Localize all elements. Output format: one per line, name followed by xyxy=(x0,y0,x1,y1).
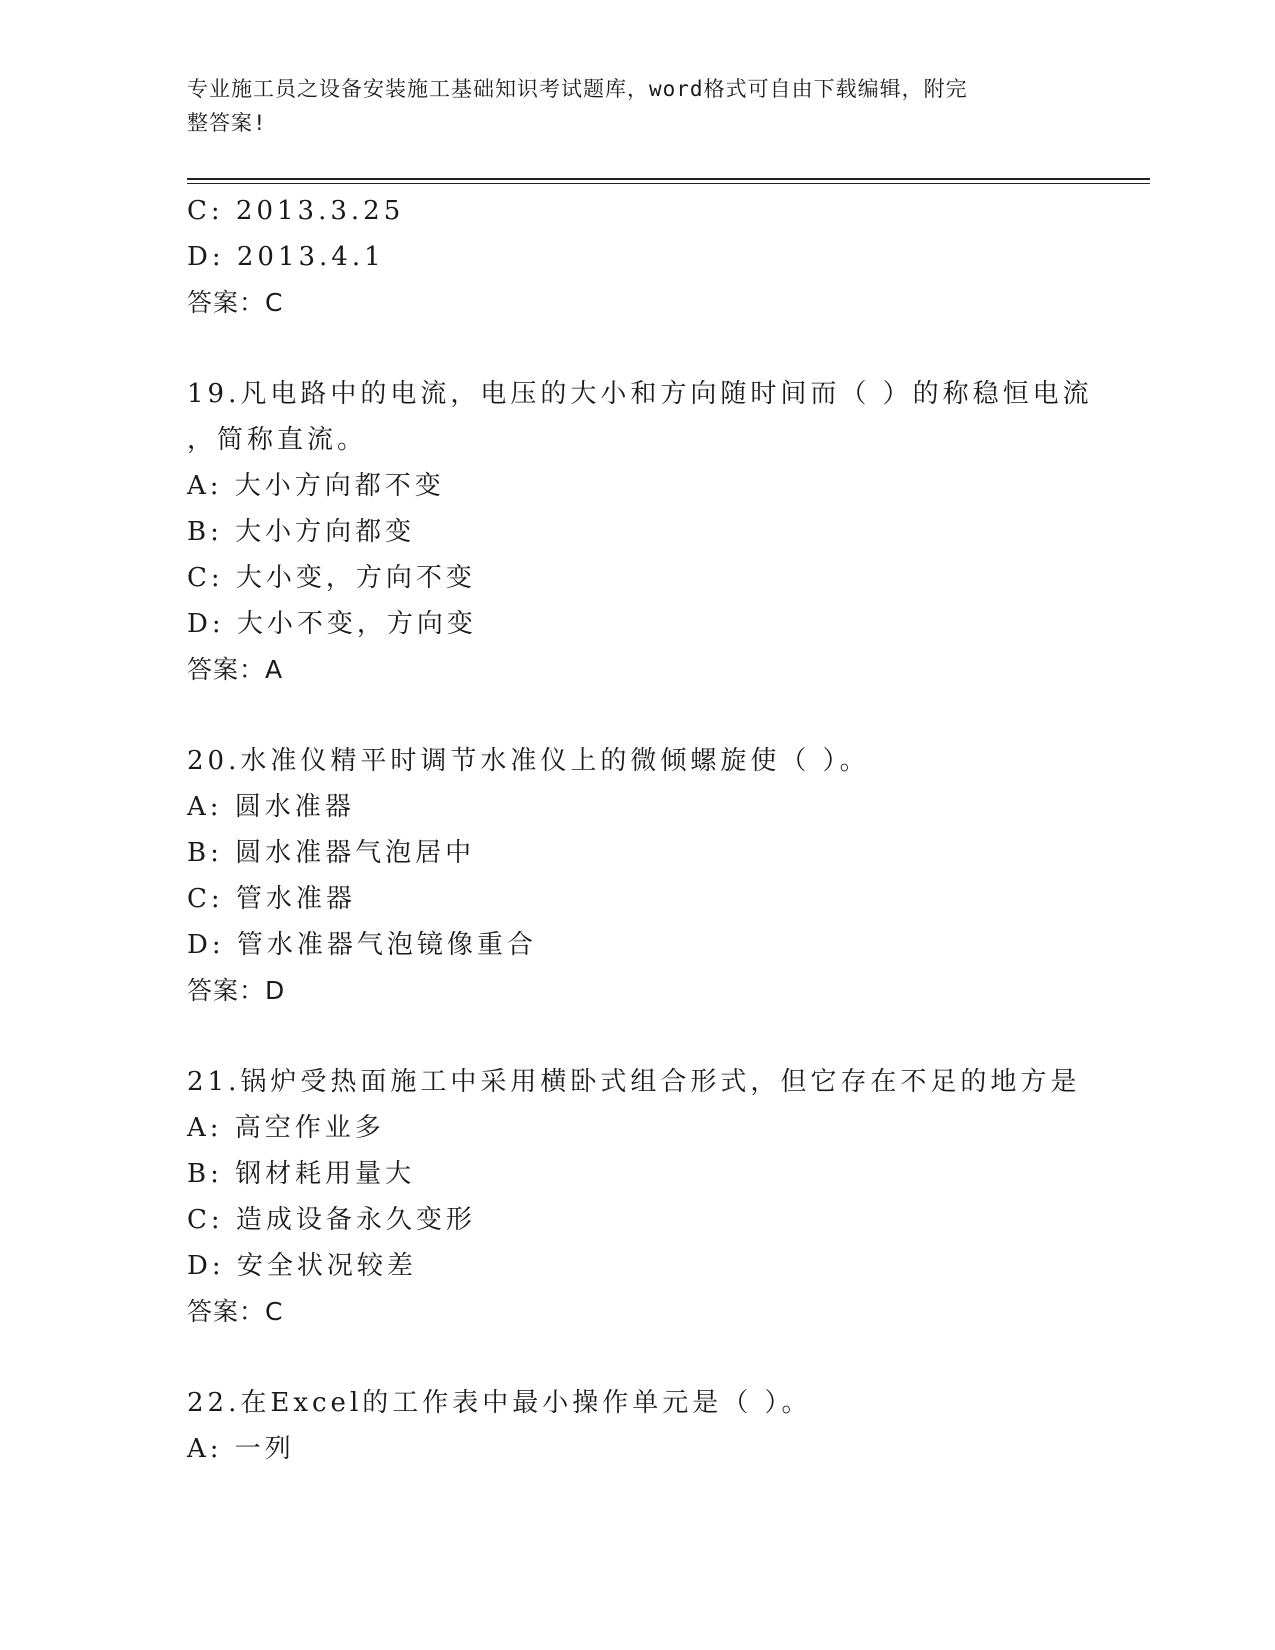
header-divider-thin xyxy=(187,183,1150,184)
option-b: B: 大小方向都变 xyxy=(187,517,416,547)
question-19 xyxy=(187,371,1093,693)
option-c: C: 大小变，方向不变 xyxy=(187,563,476,593)
header-divider-thick xyxy=(187,178,1150,180)
option-text: 2013.4.1 xyxy=(236,242,385,272)
option-b: B: 圆水准器气泡居中 xyxy=(187,838,476,868)
option-a: A: 一列 xyxy=(187,1434,295,1464)
option-d: D: 安全状况较差 xyxy=(187,1251,417,1281)
option-c: C: 造成设备永久变形 xyxy=(187,1205,476,1235)
header-line-2: 整答案! xyxy=(187,111,267,135)
option-a: A: 高空作业多 xyxy=(187,1113,385,1143)
question-stem: 19.凡电路中的电流，电压的大小和方向随时间而（ ）的称稳恒电流 xyxy=(187,379,1093,409)
answer: 答案：C xyxy=(187,1297,284,1326)
option-b: B: 钢材耗用量大 xyxy=(187,1159,416,1189)
answer: 答案：A xyxy=(187,655,284,684)
option-c: C: 2013.3.25 xyxy=(187,196,405,226)
question-18-tail xyxy=(187,188,1087,326)
option-a: A: 大小方向都不变 xyxy=(187,471,445,501)
question-stem: 20.水准仪精平时调节水准仪上的微倾螺旋使（ ）。 xyxy=(187,746,870,776)
answer: 答案：C xyxy=(187,288,284,317)
question-20 xyxy=(187,738,1087,1014)
answer: 答案：D xyxy=(187,976,286,1005)
question-list xyxy=(187,188,1093,1472)
document-header xyxy=(187,72,1067,140)
option-d: D: 2013.4.1 xyxy=(187,242,385,272)
option-c: C: 管水准器 xyxy=(187,884,356,914)
question-22 xyxy=(187,1380,1087,1472)
question-stem-continued: ，简称直流。 xyxy=(187,425,368,455)
option-a: A: 圆水准器 xyxy=(187,792,355,822)
header-line-1: 专业施工员之设备安装施工基础知识考试题库，word格式可自由下载编辑，附完 xyxy=(187,77,968,101)
question-stem: 22.在Excel的工作表中最小操作单元是（ ）。 xyxy=(187,1388,812,1418)
question-21 xyxy=(187,1059,1087,1335)
question-stem: 21.锅炉受热面施工中采用横卧式组合形式，但它存在不足的地方是 xyxy=(187,1067,1081,1097)
option-text: 2013.3.25 xyxy=(235,196,405,226)
option-d: D: 管水准器气泡镜像重合 xyxy=(187,930,537,960)
option-d: D: 大小不变，方向变 xyxy=(187,609,477,639)
